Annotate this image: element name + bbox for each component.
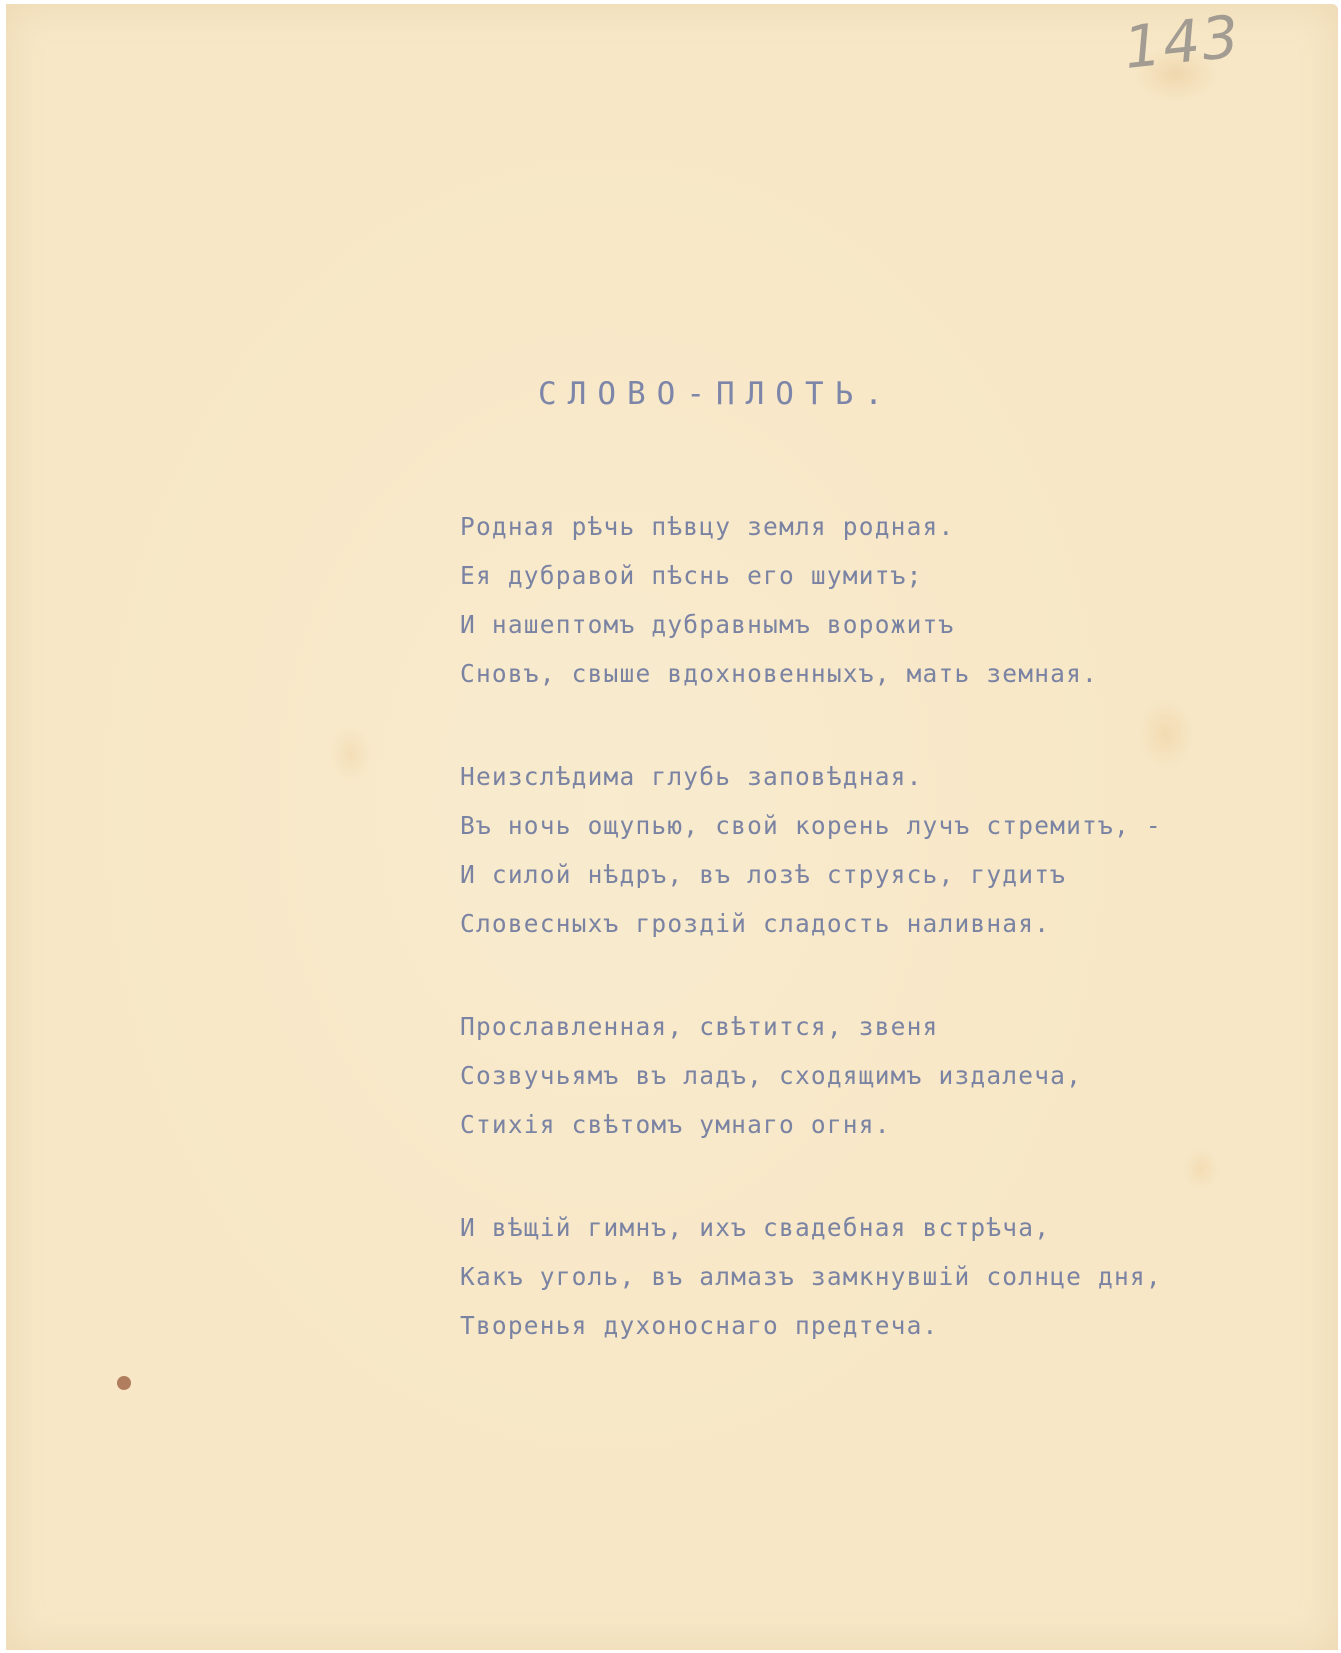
poem-line: И вѣщій гимнъ, ихъ свадебная встрѣча, xyxy=(460,1213,1051,1242)
stanza-4 xyxy=(460,1203,1162,1350)
poem-body xyxy=(460,502,1162,1350)
poem-line: Словесныхъ гроздій сладость наливная. xyxy=(460,909,1051,938)
stanza-2 xyxy=(460,752,1162,948)
poem-line: Сновъ, свыше вдохновенныхъ, мать земная. xyxy=(460,659,1099,688)
poem-line: И нашептомъ дубравнымъ ворожитъ xyxy=(460,610,955,639)
poem-line: Неизслѣдима глубь заповѣдная. xyxy=(460,762,923,791)
poem-line: Какъ уголь, въ алмазъ замкнувшій солнце дня, xyxy=(460,1262,1162,1291)
poem-line: И силой нѣдръ, въ лозѣ струясь, гудитъ xyxy=(460,860,1067,889)
handwritten-page-number: 143 xyxy=(1120,2,1244,82)
poem-line: Родная рѣчь пѣвцу земля родная. xyxy=(460,512,955,541)
poem-line: Въ ночь ощупью, свой корень лучъ стремитъ, - xyxy=(460,811,1162,840)
stanza-3 xyxy=(460,1002,1162,1149)
poem-line: Прославленная, свѣтится, звеня xyxy=(460,1012,939,1041)
paper-sheet xyxy=(6,4,1338,1650)
poem-title: СЛОВО-ПЛОТЬ. xyxy=(538,376,894,412)
poem-line: Ея дубравой пѣснь его шумитъ; xyxy=(460,561,923,590)
poem-line: Стихія свѣтомъ умнаго огня. xyxy=(460,1110,891,1139)
stanza-1 xyxy=(460,502,1162,698)
poem-line: Созвучьямъ въ ладъ, сходящимъ издалеча, xyxy=(460,1061,1083,1090)
stain-spot xyxy=(117,1376,131,1390)
poem-line: Творенья духоноснаго предтеча. xyxy=(460,1311,939,1340)
